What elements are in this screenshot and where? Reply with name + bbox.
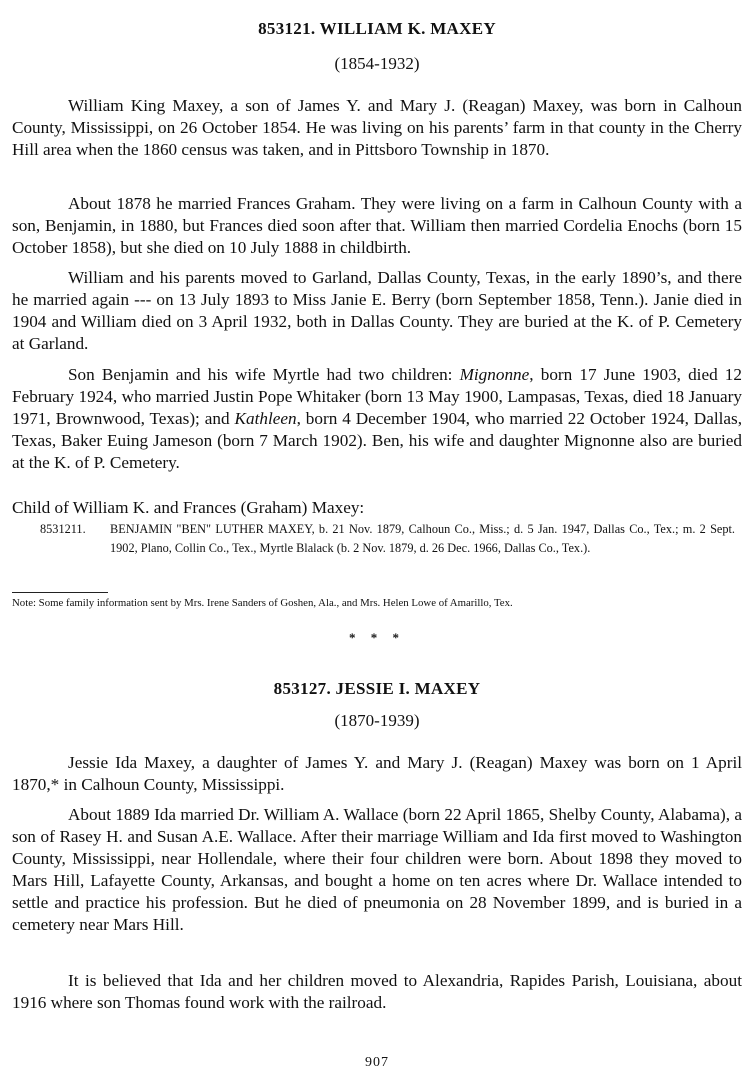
paragraph-jessie-2: About 1889 Ida married Dr. William A. Wallace (born 22 April 1865, Shelby County, Alabama), a son of Rasey H. and Susan A.E. Wallace. After their marriage William and Ida first moved to Washington County, Mississippi, near Hollendale, where their four children were born. About 1898 they moved to Mars Hill, Lafayette County, Arkansas, and bought a home on ten acres where Dr. Wallace intended to settle and practice his profession. But he died of pneumonia on 28 November 1899, and is buried in a cemetery near Mars Hill. bbox=[12, 805, 742, 934]
child-entry-text: BENJAMIN "BEN" LUTHER MAXEY, b. 21 Nov. 1879, Calhoun Co., Miss.; d. 5 Jan. 1947, Dallas Co., Tex.; m. 2 Sept. 1902, Plano, Collin Co., Tex., Myrtle Blalack (b. 2 Nov. 1879, d. 26 Dec. 1966, Dallas Co., Tex.). bbox=[110, 522, 735, 555]
page-number: 907 bbox=[365, 1055, 389, 1070]
paragraph-jessie-1: Jessie Ida Maxey, a daughter of James Y. and Mary J. (Reagan) Maxey was born on 1 April 1870,* in Calhoun County, Mississippi. bbox=[12, 753, 742, 794]
paragraph-william-1: William King Maxey, a son of James Y. and Mary J. (Reagan) Maxey, was born in Calhoun County, Mississippi, on 26 October 1854. He was living on his parents’ farm in that county in the Cherry Hill area when the 1860 census was taken, and in Pittsboro Township in 1870. bbox=[12, 96, 742, 159]
paragraph-jessie-3: It is believed that Ida and her children moved to Alexandria, Rapides Parish, Louisiana, about 1916 where son Thomas found work with the railroad. bbox=[12, 971, 742, 1012]
para4-text-3: , born 4 December 1904, who married 22 October 1924, Dallas, Texas, Baker Euing Jameson (born 7 March 1902). Ben, his wife and daughter Mignonne also are buried at the K. of P. Cemetery. bbox=[12, 409, 742, 472]
section-dates-william: (1854-1932) bbox=[334, 54, 420, 73]
para4-text-2: , born 17 June 1903, died 12 February 1924, who married Justin Pope Whitaker (born 13 May 1900, Lampasas, Texas, died 18 January 1971, Brownwood, Texas); and bbox=[12, 365, 742, 428]
child-entry-number: 8531211. bbox=[40, 522, 86, 536]
document-page bbox=[12, 0, 742, 1076]
para4-text-1: Son Benjamin and his wife Myrtle had two children: bbox=[68, 365, 460, 384]
section-separator: * * * bbox=[349, 630, 405, 645]
footnote-rule bbox=[12, 592, 108, 593]
paragraph-william-2: About 1878 he married Frances Graham. They were living on a farm in Calhoun County with a son, Benjamin, in 1880, but Frances died soon after that. William then married Cordelia Enochs (born 15 October 1858), but she died on 10 July 1888 in childbirth. bbox=[12, 194, 742, 257]
child-list-title: Child of William K. and Frances (Graham) Maxey: bbox=[12, 498, 365, 517]
section-dates-jessie: (1870-1939) bbox=[334, 711, 420, 730]
child-entry bbox=[40, 520, 742, 558]
section-heading-jessie: 853127. JESSIE I. MAXEY bbox=[273, 679, 481, 698]
paragraph-william-4 bbox=[12, 364, 742, 474]
section-heading-william: 853121. WILLIAM K. MAXEY bbox=[258, 19, 496, 38]
child-name-mignonne: Mignonne bbox=[459, 365, 530, 384]
child-name-kathleen: Kathleen bbox=[234, 409, 297, 428]
footnote-note: Note: Some family information sent by Mrs. Irene Sanders of Goshen, Ala., and Mrs. Helen Lowe of Amarillo, Tex. bbox=[12, 597, 513, 609]
paragraph-william-3: William and his parents moved to Garland, Dallas County, Texas, in the early 1890’s, and there he married again --- on 13 July 1893 to Miss Janie E. Berry (born September 1858, Tenn.). Janie died in 1904 and William died on 3 April 1932, both in Dallas County. They are buried at the K. of P. Cemetery at Garland. bbox=[12, 268, 742, 353]
